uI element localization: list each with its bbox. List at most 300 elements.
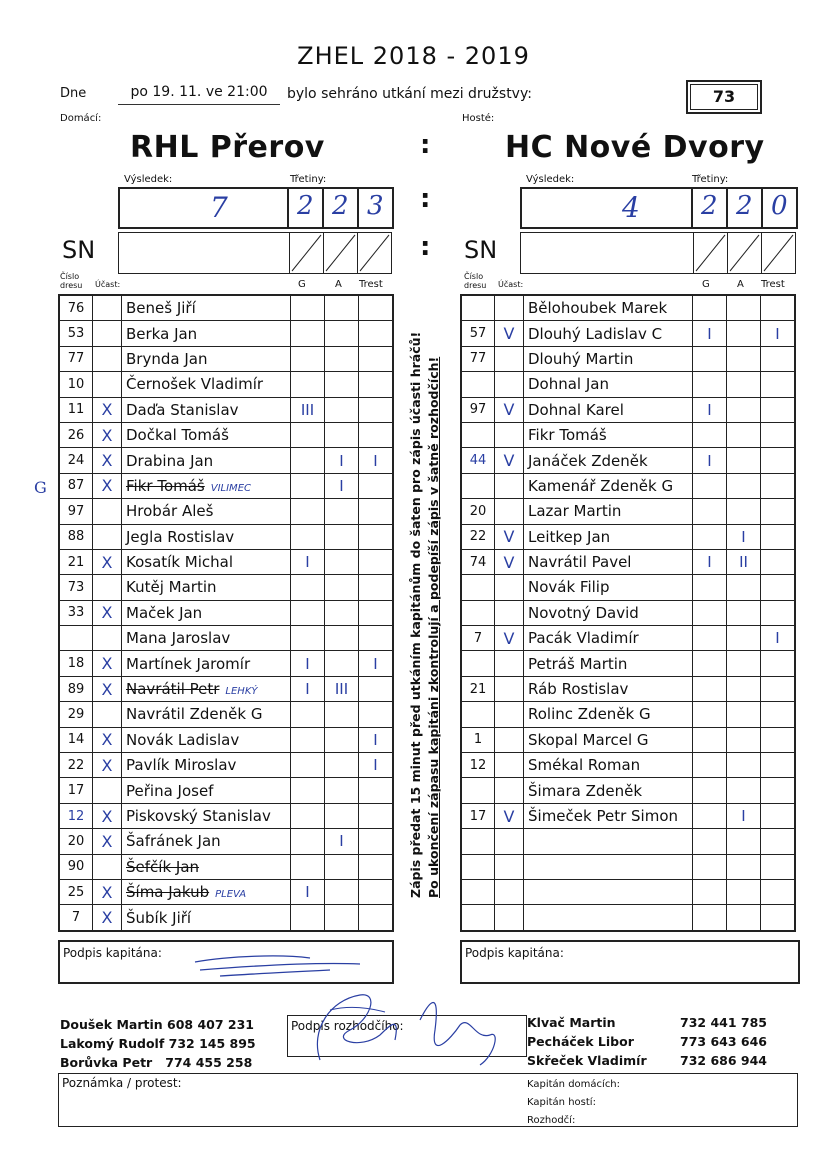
- goals-cell: [291, 346, 325, 371]
- penalty-cell: [359, 676, 394, 701]
- goals-cell: [693, 905, 727, 931]
- home-player-row: [59, 854, 393, 879]
- participation-mark: [495, 372, 524, 397]
- away-period-1: 2: [701, 191, 718, 221]
- player-number: 1: [461, 727, 495, 752]
- participation-mark: [93, 499, 122, 524]
- away-col-number: Číslo dresu: [464, 272, 487, 290]
- goals-cell: [291, 905, 325, 931]
- home-player-row: [59, 905, 393, 931]
- away-col-ucast: Účast:: [498, 280, 524, 289]
- away-roster-table: [460, 294, 796, 932]
- player-number: [461, 651, 495, 676]
- participation-mark: V: [495, 803, 524, 828]
- home-player-row: [59, 803, 393, 828]
- assists-cell: III: [325, 676, 359, 701]
- penalty-cell: [761, 778, 796, 803]
- assists-cell: I: [325, 473, 359, 498]
- participation-mark: [495, 295, 524, 321]
- participation-mark: X: [93, 651, 122, 676]
- player-name: [122, 600, 291, 625]
- home-player-row: [59, 499, 393, 524]
- player-name-text: Berka Jan: [126, 324, 198, 343]
- goals-cell: [291, 524, 325, 549]
- player-name: [524, 473, 693, 498]
- player-number: 87: [59, 473, 93, 498]
- away-result-label: Výsledek:: [526, 174, 575, 185]
- assists-cell: [325, 575, 359, 600]
- player-number: [461, 778, 495, 803]
- goals-cell: [291, 600, 325, 625]
- assists-cell: [727, 499, 761, 524]
- away-player-row: [461, 372, 795, 397]
- home-periods-label: Třetiny:: [290, 174, 327, 185]
- player-number: 12: [461, 753, 495, 778]
- participation-mark: [93, 372, 122, 397]
- player-name: [122, 727, 291, 752]
- player-name-text: Šefčík Jan: [126, 857, 200, 876]
- goals-cell: [291, 321, 325, 346]
- player-name-text: Pavlík Miroslav: [126, 756, 237, 775]
- player-name: [122, 575, 291, 600]
- player-name-text: Piskovský Stanislav: [126, 807, 271, 825]
- penalty-cell: [359, 600, 394, 625]
- goals-cell: [693, 372, 727, 397]
- player-name-text: Maček Jan: [126, 603, 203, 622]
- away-player-row: [461, 397, 795, 422]
- away-player-row: [461, 473, 795, 498]
- player-name: [524, 727, 693, 752]
- penalty-cell: [761, 346, 796, 371]
- goals-cell: III: [291, 397, 325, 422]
- replacement-name: LEHKÝ: [225, 686, 258, 698]
- player-name-text: Navrátil Petr: [126, 680, 220, 699]
- match-number: 73: [686, 80, 762, 114]
- home-score: 7: [210, 191, 228, 224]
- goals-cell: [693, 879, 727, 904]
- footer-away-captain: Kapitán hostí:: [527, 1097, 596, 1108]
- participation-mark: [495, 727, 524, 752]
- note-label: Poznámka / protest:: [62, 1076, 182, 1090]
- player-name: [122, 651, 291, 676]
- footer-labels: [527, 1076, 620, 1130]
- goals-cell: I: [693, 448, 727, 473]
- participation-mark: [93, 321, 122, 346]
- assists-cell: [325, 803, 359, 828]
- participation-mark: [495, 778, 524, 803]
- home-period-3: 3: [367, 191, 384, 221]
- assists-cell: [727, 422, 761, 447]
- assists-cell: [325, 295, 359, 321]
- penalty-cell: [761, 879, 796, 904]
- player-name: [122, 422, 291, 447]
- player-number: 12: [59, 803, 93, 828]
- home-player-row: [59, 676, 393, 701]
- participation-mark: [495, 702, 524, 727]
- penalty-cell: I: [761, 626, 796, 651]
- assists-cell: I: [727, 524, 761, 549]
- home-player-row: [59, 524, 393, 549]
- match-date: po 19. 11. ve 21:00: [118, 84, 280, 105]
- home-player-row: [59, 879, 393, 904]
- assists-cell: [325, 753, 359, 778]
- player-number: 21: [59, 549, 93, 574]
- player-name: [122, 829, 291, 854]
- player-name: [122, 473, 291, 498]
- participation-mark: X: [93, 422, 122, 447]
- contact-row: Lakomý Rudolf 732 145 895: [60, 1036, 256, 1051]
- home-player-row: [59, 473, 393, 498]
- participation-mark: [495, 753, 524, 778]
- player-name: [524, 295, 693, 321]
- penalty-cell: [761, 295, 796, 321]
- player-number: [461, 422, 495, 447]
- player-number: 44: [461, 448, 495, 473]
- participation-mark: X: [93, 549, 122, 574]
- away-player-row: [461, 549, 795, 574]
- participation-mark: V: [495, 448, 524, 473]
- participation-mark: X: [93, 448, 122, 473]
- goals-cell: [291, 626, 325, 651]
- home-col-trest: Trest: [359, 279, 383, 290]
- participation-mark: [495, 575, 524, 600]
- replacement-name: PLEVA: [215, 889, 247, 901]
- vertical-notices: [404, 318, 454, 898]
- player-name-text: Bělohoubek Marek: [528, 299, 668, 318]
- penalty-cell: [359, 422, 394, 447]
- player-number: 77: [59, 346, 93, 371]
- goals-cell: [291, 448, 325, 473]
- penalty-cell: [761, 600, 796, 625]
- contact-row: Pecháček Libor 773 643 646: [527, 1034, 767, 1049]
- participation-mark: X: [93, 473, 122, 498]
- player-name: [524, 397, 693, 422]
- goals-cell: [291, 702, 325, 727]
- participation-mark: V: [495, 524, 524, 549]
- assists-cell: [727, 727, 761, 752]
- goals-cell: [693, 295, 727, 321]
- player-number: 57: [461, 321, 495, 346]
- away-player-row: [461, 295, 795, 321]
- player-number: 73: [59, 575, 93, 600]
- participation-mark: [93, 626, 122, 651]
- away-player-row: [461, 753, 795, 778]
- player-name: [524, 499, 693, 524]
- player-name-text: Brynda Jan: [126, 349, 208, 368]
- player-name-text: Lazar Martin: [528, 502, 622, 521]
- player-number: 97: [461, 397, 495, 422]
- penalty-cell: [359, 575, 394, 600]
- player-name-text: Navrátil Zdeněk G: [126, 705, 263, 724]
- player-name: [524, 346, 693, 371]
- player-number: 89: [59, 676, 93, 701]
- penalty-cell: [761, 549, 796, 574]
- penalty-cell: [761, 397, 796, 422]
- player-number: 14: [59, 727, 93, 752]
- player-name: [122, 753, 291, 778]
- goals-cell: [291, 499, 325, 524]
- player-name-text: Kutěj Martin: [126, 578, 217, 597]
- player-number: 11: [59, 397, 93, 422]
- participation-mark: X: [93, 676, 122, 701]
- goals-cell: [693, 854, 727, 879]
- contact-row: Skřeček Vladimír 732 686 944: [527, 1053, 767, 1068]
- goals-cell: I: [291, 676, 325, 701]
- penalty-cell: [761, 803, 796, 828]
- away-team-name: HC Nové Dvory: [505, 130, 765, 165]
- referee-signature: [290, 980, 520, 1080]
- goals-cell: [291, 372, 325, 397]
- penalty-cell: [359, 626, 394, 651]
- player-number: 76: [59, 295, 93, 321]
- goals-cell: [291, 473, 325, 498]
- player-number: 21: [461, 676, 495, 701]
- assists-cell: [325, 499, 359, 524]
- player-name: [122, 676, 291, 701]
- away-sn-box: [520, 232, 796, 274]
- player-name: [122, 549, 291, 574]
- player-name: [122, 702, 291, 727]
- contact-row: Borůvka Petr 774 455 258: [60, 1055, 253, 1070]
- assists-cell: [325, 626, 359, 651]
- penalty-cell: [359, 499, 394, 524]
- player-name-text: Smékal Roman: [528, 756, 641, 775]
- away-player-row: [461, 499, 795, 524]
- participation-mark: [495, 829, 524, 854]
- assists-cell: [727, 600, 761, 625]
- penalty-cell: [359, 295, 394, 321]
- participation-mark: [93, 575, 122, 600]
- penalty-cell: [761, 499, 796, 524]
- participation-mark: [93, 346, 122, 371]
- player-name: [122, 321, 291, 346]
- goals-cell: I: [291, 549, 325, 574]
- home-col-number: Číslo dresu: [60, 272, 83, 290]
- home-player-row: [59, 600, 393, 625]
- player-name: [122, 397, 291, 422]
- player-name-text: Jegla Rostislav: [126, 527, 235, 546]
- player-name: [122, 448, 291, 473]
- home-player-row: [59, 651, 393, 676]
- player-name: [122, 905, 291, 931]
- referee-sig-label: Podpis rozhodčího:: [291, 1019, 404, 1033]
- home-player-row: [59, 295, 393, 321]
- played-text: bylo sehráno utkání mezi družstvy:: [287, 86, 532, 102]
- goalie-side-mark: G: [34, 478, 47, 497]
- away-col-a: A: [737, 279, 744, 290]
- home-player-row: [59, 702, 393, 727]
- assists-cell: [325, 397, 359, 422]
- penalty-cell: [761, 727, 796, 752]
- player-name: [524, 651, 693, 676]
- away-player-row: [461, 524, 795, 549]
- player-name: [524, 803, 693, 828]
- player-number: [461, 702, 495, 727]
- away-period-2: 2: [736, 191, 753, 221]
- assists-cell: [325, 422, 359, 447]
- player-name-text: Navrátil Pavel: [528, 553, 632, 572]
- player-name-text: Šimeček Petr Simon: [528, 807, 678, 825]
- player-name-text: Rolinc Zdeněk G: [528, 705, 651, 724]
- away-col-g: G: [702, 279, 710, 290]
- penalty-cell: I: [359, 651, 394, 676]
- player-name: [524, 676, 693, 701]
- home-player-row: [59, 626, 393, 651]
- home-player-row: [59, 829, 393, 854]
- player-name-text: Dlouhý Ladislav C: [528, 324, 663, 343]
- penalty-cell: [761, 372, 796, 397]
- assists-cell: II: [727, 549, 761, 574]
- player-name-text: Dohnal Karel: [528, 400, 624, 419]
- assists-cell: [727, 473, 761, 498]
- assists-cell: [727, 321, 761, 346]
- away-player-row: [461, 651, 795, 676]
- assists-cell: [727, 397, 761, 422]
- player-name: [524, 829, 693, 854]
- penalty-cell: [761, 422, 796, 447]
- player-name: [524, 321, 693, 346]
- home-captain-signature-box: [58, 940, 394, 984]
- player-number: 20: [59, 829, 93, 854]
- goals-cell: [291, 727, 325, 752]
- goals-cell: [693, 702, 727, 727]
- player-number: 77: [461, 346, 495, 371]
- player-number: 17: [461, 803, 495, 828]
- penalty-cell: I: [761, 321, 796, 346]
- player-name-text: Mana Jaroslav: [126, 629, 231, 648]
- player-number: [461, 473, 495, 498]
- goals-cell: [693, 422, 727, 447]
- player-number: 53: [59, 321, 93, 346]
- goals-cell: I: [291, 879, 325, 904]
- participation-mark: [495, 422, 524, 447]
- home-player-row: [59, 727, 393, 752]
- goals-cell: [693, 575, 727, 600]
- player-name-text: Kosatík Michal: [126, 553, 233, 572]
- away-player-row: [461, 422, 795, 447]
- player-name: [122, 803, 291, 828]
- player-name: [524, 524, 693, 549]
- player-name: [524, 626, 693, 651]
- colon-separator: :: [420, 184, 431, 214]
- participation-mark: [93, 702, 122, 727]
- player-number: [461, 575, 495, 600]
- page-title: ZHEL 2018 - 2019: [297, 42, 530, 70]
- goals-cell: I: [693, 397, 727, 422]
- penalty-cell: [761, 905, 796, 931]
- assists-cell: [727, 295, 761, 321]
- colon-separator: :: [420, 232, 431, 262]
- home-period-1: 2: [297, 191, 314, 221]
- away-player-row: [461, 879, 795, 904]
- participation-mark: [495, 676, 524, 701]
- home-player-row: [59, 346, 393, 371]
- home-player-row: [59, 549, 393, 574]
- assists-cell: [325, 549, 359, 574]
- player-name: [122, 854, 291, 879]
- player-number: 90: [59, 854, 93, 879]
- participation-mark: [93, 854, 122, 879]
- footer-home-captain: Kapitán domácích:: [527, 1079, 621, 1090]
- participation-mark: V: [495, 549, 524, 574]
- home-sn-label: SN: [62, 236, 96, 264]
- home-col-g: G: [298, 279, 306, 290]
- goals-cell: [291, 575, 325, 600]
- home-score-box: [118, 187, 394, 229]
- assists-cell: [727, 676, 761, 701]
- penalty-cell: [359, 854, 394, 879]
- participation-mark: V: [495, 397, 524, 422]
- goals-cell: [693, 499, 727, 524]
- home-period-2: 2: [332, 191, 349, 221]
- assists-cell: [727, 829, 761, 854]
- away-period-3: 0: [771, 191, 788, 221]
- participation-mark: X: [93, 803, 122, 828]
- penalty-cell: I: [359, 727, 394, 752]
- player-number: 7: [59, 905, 93, 931]
- player-name-text: Dočkal Tomáš: [126, 426, 229, 445]
- assists-cell: [325, 905, 359, 931]
- assists-cell: [325, 727, 359, 752]
- assists-cell: [727, 651, 761, 676]
- contacts-left: [60, 1015, 256, 1072]
- player-name: [122, 524, 291, 549]
- penalty-cell: [359, 803, 394, 828]
- participation-mark: X: [93, 879, 122, 904]
- player-name-text: Leitkep Jan: [528, 527, 611, 546]
- assists-cell: [325, 854, 359, 879]
- participation-mark: X: [93, 600, 122, 625]
- participation-mark: [93, 778, 122, 803]
- home-captain-signature: [190, 948, 370, 978]
- participation-mark: X: [93, 397, 122, 422]
- home-sn-box: [118, 232, 392, 274]
- player-name: [524, 372, 693, 397]
- penalty-cell: [359, 879, 394, 904]
- participation-mark: [93, 524, 122, 549]
- away-captain-signature-box: [460, 940, 800, 984]
- away-score-box: [520, 187, 798, 229]
- away-col-trest: Trest: [761, 279, 785, 290]
- colon-separator: :: [420, 130, 431, 160]
- away-player-row: [461, 854, 795, 879]
- goals-cell: [693, 676, 727, 701]
- contact-row: Klvač Martin 732 441 785: [527, 1015, 767, 1030]
- player-name-text: Kamenář Zdeněk G: [528, 476, 674, 495]
- player-name: [122, 372, 291, 397]
- player-name-text: Daďa Stanislav: [126, 400, 239, 419]
- player-number: 88: [59, 524, 93, 549]
- player-name-text: Dlouhý Martin: [528, 349, 634, 368]
- penalty-cell: [761, 473, 796, 498]
- away-player-row: [461, 702, 795, 727]
- goals-cell: I: [693, 321, 727, 346]
- player-number: [461, 372, 495, 397]
- home-team-name: RHL Přerov: [130, 130, 325, 165]
- penalty-cell: [359, 346, 394, 371]
- penalty-cell: [359, 397, 394, 422]
- home-player-row: [59, 778, 393, 803]
- player-name: [524, 702, 693, 727]
- penalty-cell: [359, 778, 394, 803]
- penalty-cell: [761, 702, 796, 727]
- home-result-label: Výsledek:: [124, 174, 173, 185]
- away-captain-sig-label: Podpis kapitána:: [465, 946, 564, 960]
- player-number: [461, 295, 495, 321]
- penalty-cell: [761, 448, 796, 473]
- player-number: 22: [59, 753, 93, 778]
- home-label: Domácí:: [60, 113, 102, 124]
